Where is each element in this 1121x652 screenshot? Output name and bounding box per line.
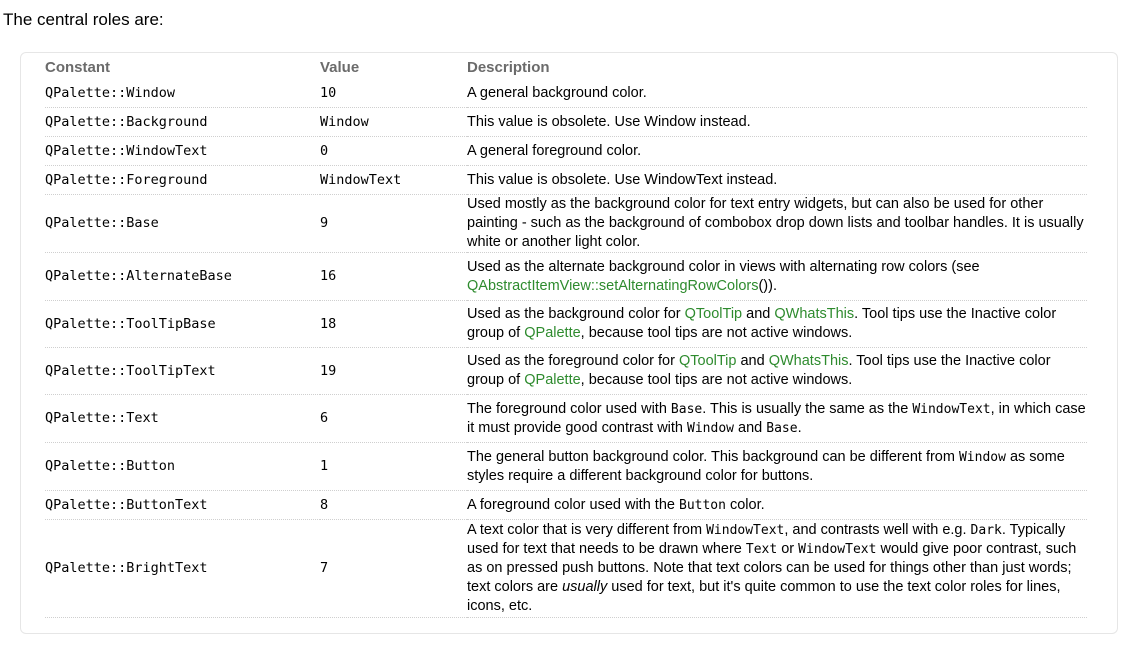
table-row	[45, 348, 1087, 395]
inline-code: Window	[687, 420, 734, 436]
description-cell	[467, 253, 1087, 301]
constant-cell: QPalette::Text	[45, 395, 320, 443]
description-cell	[467, 166, 1087, 195]
doc-link[interactable]: QPalette	[524, 325, 581, 341]
description-cell	[467, 443, 1087, 491]
description-text: This value is obsolete. Use WindowText instead.	[467, 171, 778, 188]
emphasis-text: usually	[562, 579, 608, 595]
description-text: A foreground color used with the	[467, 496, 679, 513]
description-text: The general button background color. This background can be different from	[467, 448, 959, 465]
description-text: and	[734, 419, 767, 436]
description-text: , and contrasts well with e.g.	[784, 522, 971, 538]
description-cell	[467, 395, 1087, 443]
table-row	[45, 253, 1087, 301]
table-row	[45, 108, 1087, 137]
description-text: , because tool tips are not active windows.	[580, 325, 853, 341]
description-text: , because tool tips are not active windows.	[580, 372, 853, 388]
constant-cell: QPalette::WindowText	[45, 137, 320, 166]
description-text: The foreground color used with	[467, 400, 671, 417]
value-cell: 8	[320, 491, 467, 520]
description-text: . Tool tips use the Inactive color group of	[467, 353, 1051, 388]
value-cell: 1	[320, 443, 467, 491]
description-cell	[467, 301, 1087, 348]
constant-cell: QPalette::ToolTipText	[45, 348, 320, 395]
intro-text: The central roles are:	[3, 10, 164, 29]
description-text: .	[797, 419, 802, 436]
description-text: color.	[725, 496, 765, 513]
doc-link[interactable]: QToolTip	[684, 306, 743, 322]
description-text: , in which case it must provide good contrast with	[467, 400, 1086, 436]
table-row	[45, 166, 1087, 195]
table-row	[45, 443, 1087, 491]
value-cell: 7	[320, 520, 467, 618]
description-cell	[467, 137, 1087, 166]
description-text: . Typically used for text that needs to be drawn where	[467, 522, 1066, 557]
constant-cell: QPalette::Window	[45, 79, 320, 108]
inline-code: WindowText	[706, 523, 785, 538]
description-cell	[467, 491, 1087, 520]
inline-code: Dark	[970, 523, 1002, 538]
inline-code: Button	[679, 497, 726, 513]
description-text: or	[777, 541, 799, 557]
roles-table-container	[20, 52, 1118, 634]
value-cell: 19	[320, 348, 467, 395]
description-cell	[467, 520, 1087, 618]
header-description: Description	[467, 58, 550, 76]
description-text: Used as the foreground color for	[467, 353, 679, 369]
inline-code: WindowText	[912, 401, 991, 417]
header-constant: Constant	[45, 58, 110, 76]
table-row	[45, 79, 1087, 108]
value-cell: Window	[320, 108, 467, 137]
doc-link[interactable]: QWhatsThis	[774, 306, 855, 322]
table-row	[45, 395, 1087, 443]
constant-cell: QPalette::BrightText	[45, 520, 320, 618]
table-header-row	[45, 55, 1087, 79]
description-text: and	[742, 306, 775, 322]
description-text: used for text, but it's quite common to use the text color roles for lines, icons, etc.	[467, 579, 1061, 614]
inline-code: Text	[745, 542, 778, 557]
description-text: ()).	[758, 277, 777, 294]
description-text: and	[736, 353, 769, 369]
constant-cell: QPalette::AlternateBase	[45, 253, 320, 301]
description-text: Used as the background color for	[467, 306, 685, 322]
description-text: This value is obsolete. Use Window instead.	[467, 113, 751, 130]
inline-code: Window	[958, 449, 1006, 465]
description-text: A text color that is very different from	[467, 522, 707, 538]
value-cell: 18	[320, 301, 467, 348]
table-row	[45, 520, 1087, 618]
description-text: A general foreground color.	[467, 142, 642, 159]
doc-link[interactable]: QAbstractItemView::setAlternatingRowColors	[467, 277, 759, 294]
table-row	[45, 195, 1087, 253]
constant-cell: QPalette::Foreground	[45, 166, 320, 195]
value-cell: 6	[320, 395, 467, 443]
roles-table	[45, 55, 1087, 618]
header-value: Value	[320, 58, 360, 76]
description-text: Used as the alternate background color in views with alternating row colors (see	[467, 258, 980, 275]
inline-code: Base	[766, 420, 798, 436]
description-text: would give poor contrast, such as on pressed push buttons. Note that text colors can be used for things other than just words; text colors are	[467, 541, 1077, 595]
value-cell: 16	[320, 253, 467, 301]
description-text: as some styles require a different background color for buttons.	[467, 448, 1065, 484]
constant-cell: QPalette::Button	[45, 443, 320, 491]
constant-cell: QPalette::Background	[45, 108, 320, 137]
description-text: A general background color.	[467, 84, 647, 101]
value-cell: 9	[320, 195, 467, 253]
constant-cell: QPalette::ButtonText	[45, 491, 320, 520]
value-cell: 10	[320, 79, 467, 108]
table-row	[45, 137, 1087, 166]
value-cell: 0	[320, 137, 467, 166]
description-text: Used mostly as the background color for text entry widgets, but can also be used for other painting - such as the background of combobox drop down lists and toolbar handles. It is usually white or another light color.	[467, 196, 1084, 250]
table-row	[45, 491, 1087, 520]
description-cell	[467, 79, 1087, 108]
value-cell: WindowText	[320, 166, 467, 195]
description-text: . Tool tips use the Inactive color group of	[467, 306, 1057, 341]
inline-code: WindowText	[798, 542, 877, 557]
constant-cell: QPalette::Base	[45, 195, 320, 253]
description-cell	[467, 108, 1087, 137]
doc-link[interactable]: QPalette	[524, 372, 581, 388]
inline-code: Base	[670, 401, 703, 417]
description-cell	[467, 348, 1087, 395]
constant-cell: QPalette::ToolTipBase	[45, 301, 320, 348]
description-text: . This is usually the same as the	[702, 400, 913, 417]
doc-link[interactable]: QWhatsThis	[768, 353, 849, 369]
description-cell	[467, 195, 1087, 253]
table-row	[45, 301, 1087, 348]
doc-link[interactable]: QToolTip	[678, 353, 737, 369]
